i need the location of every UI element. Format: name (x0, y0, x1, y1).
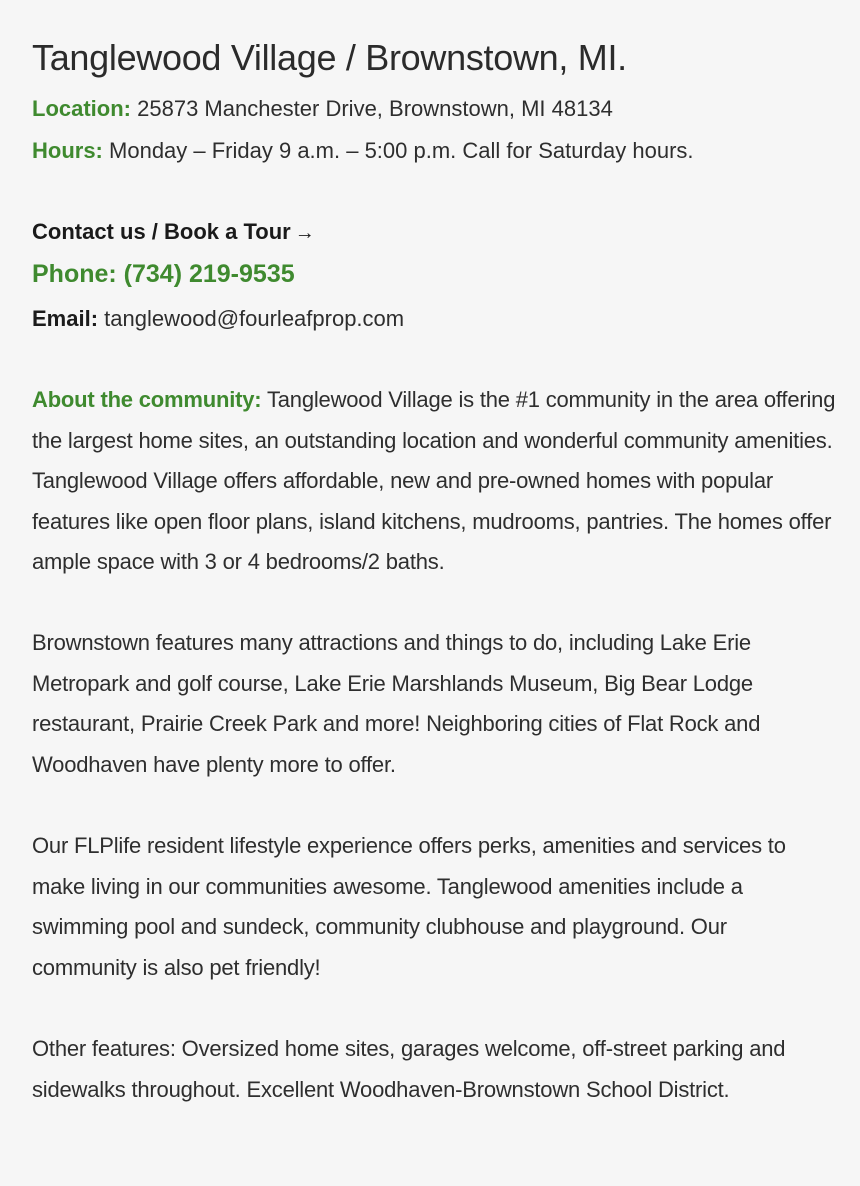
location-line (32, 94, 613, 124)
page-title: Tanglewood Village / Brownstown, MI. (32, 37, 627, 78)
features-paragraph: Other features: Oversized home sites, garages welcome, off-street parking and sidewalks throughout. Excellent Woodhaven-Brownstown School District. (32, 1036, 786, 1102)
location-value: 25873 Manchester Drive, Brownstown, MI 48134 (137, 96, 613, 121)
contact-link-label: Contact us / Book a Tour (32, 219, 291, 244)
about-text: Tanglewood Village is the #1 community in the area offering the largest home sites, an outstanding location and wonderful community amenities. Tanglewood Village offers affordable, new and pre-owned homes with popular features like open floor plans, island kitchens, mudrooms, pantries. The homes offer ample space with 3 or 4 bedrooms/2 baths. (32, 387, 836, 575)
email-label: Email: (32, 306, 99, 331)
phone-line (32, 259, 295, 290)
about-paragraph (32, 380, 837, 583)
lifestyle-paragraph: Our FLPlife resident lifestyle experience offers perks, amenities and services to make living in our communities awesome. Tanglewood amenities include a swimming pool and sundeck, community clubhouse and playground. Our community is also pet friendly! (32, 833, 786, 980)
location-label: Location: (32, 96, 131, 121)
contact-book-tour-link[interactable] (32, 219, 315, 244)
phone-link[interactable]: Phone: (734) 219-9535 (32, 260, 295, 288)
email-line (32, 304, 404, 334)
attractions-paragraph: Brownstown features many attractions and things to do, including Lake Erie Metropark and golf course, Lake Erie Marshlands Museum, Big Bear Lodge restaurant, Prairie Creek Park and more! Neighboring cities of Flat Rock and Woodhaven have plenty more to offer. (32, 630, 761, 777)
email-link[interactable]: tanglewood@fourleafprop.com (104, 306, 405, 331)
hours-value: Monday – Friday 9 a.m. – 5:00 p.m. Call for Saturday hours. (109, 138, 694, 163)
hours-label: Hours: (32, 138, 103, 163)
contact-line (32, 217, 315, 248)
about-label: About the community: (32, 387, 262, 412)
arrow-right-icon: → (294, 222, 315, 244)
hours-line (32, 136, 694, 166)
